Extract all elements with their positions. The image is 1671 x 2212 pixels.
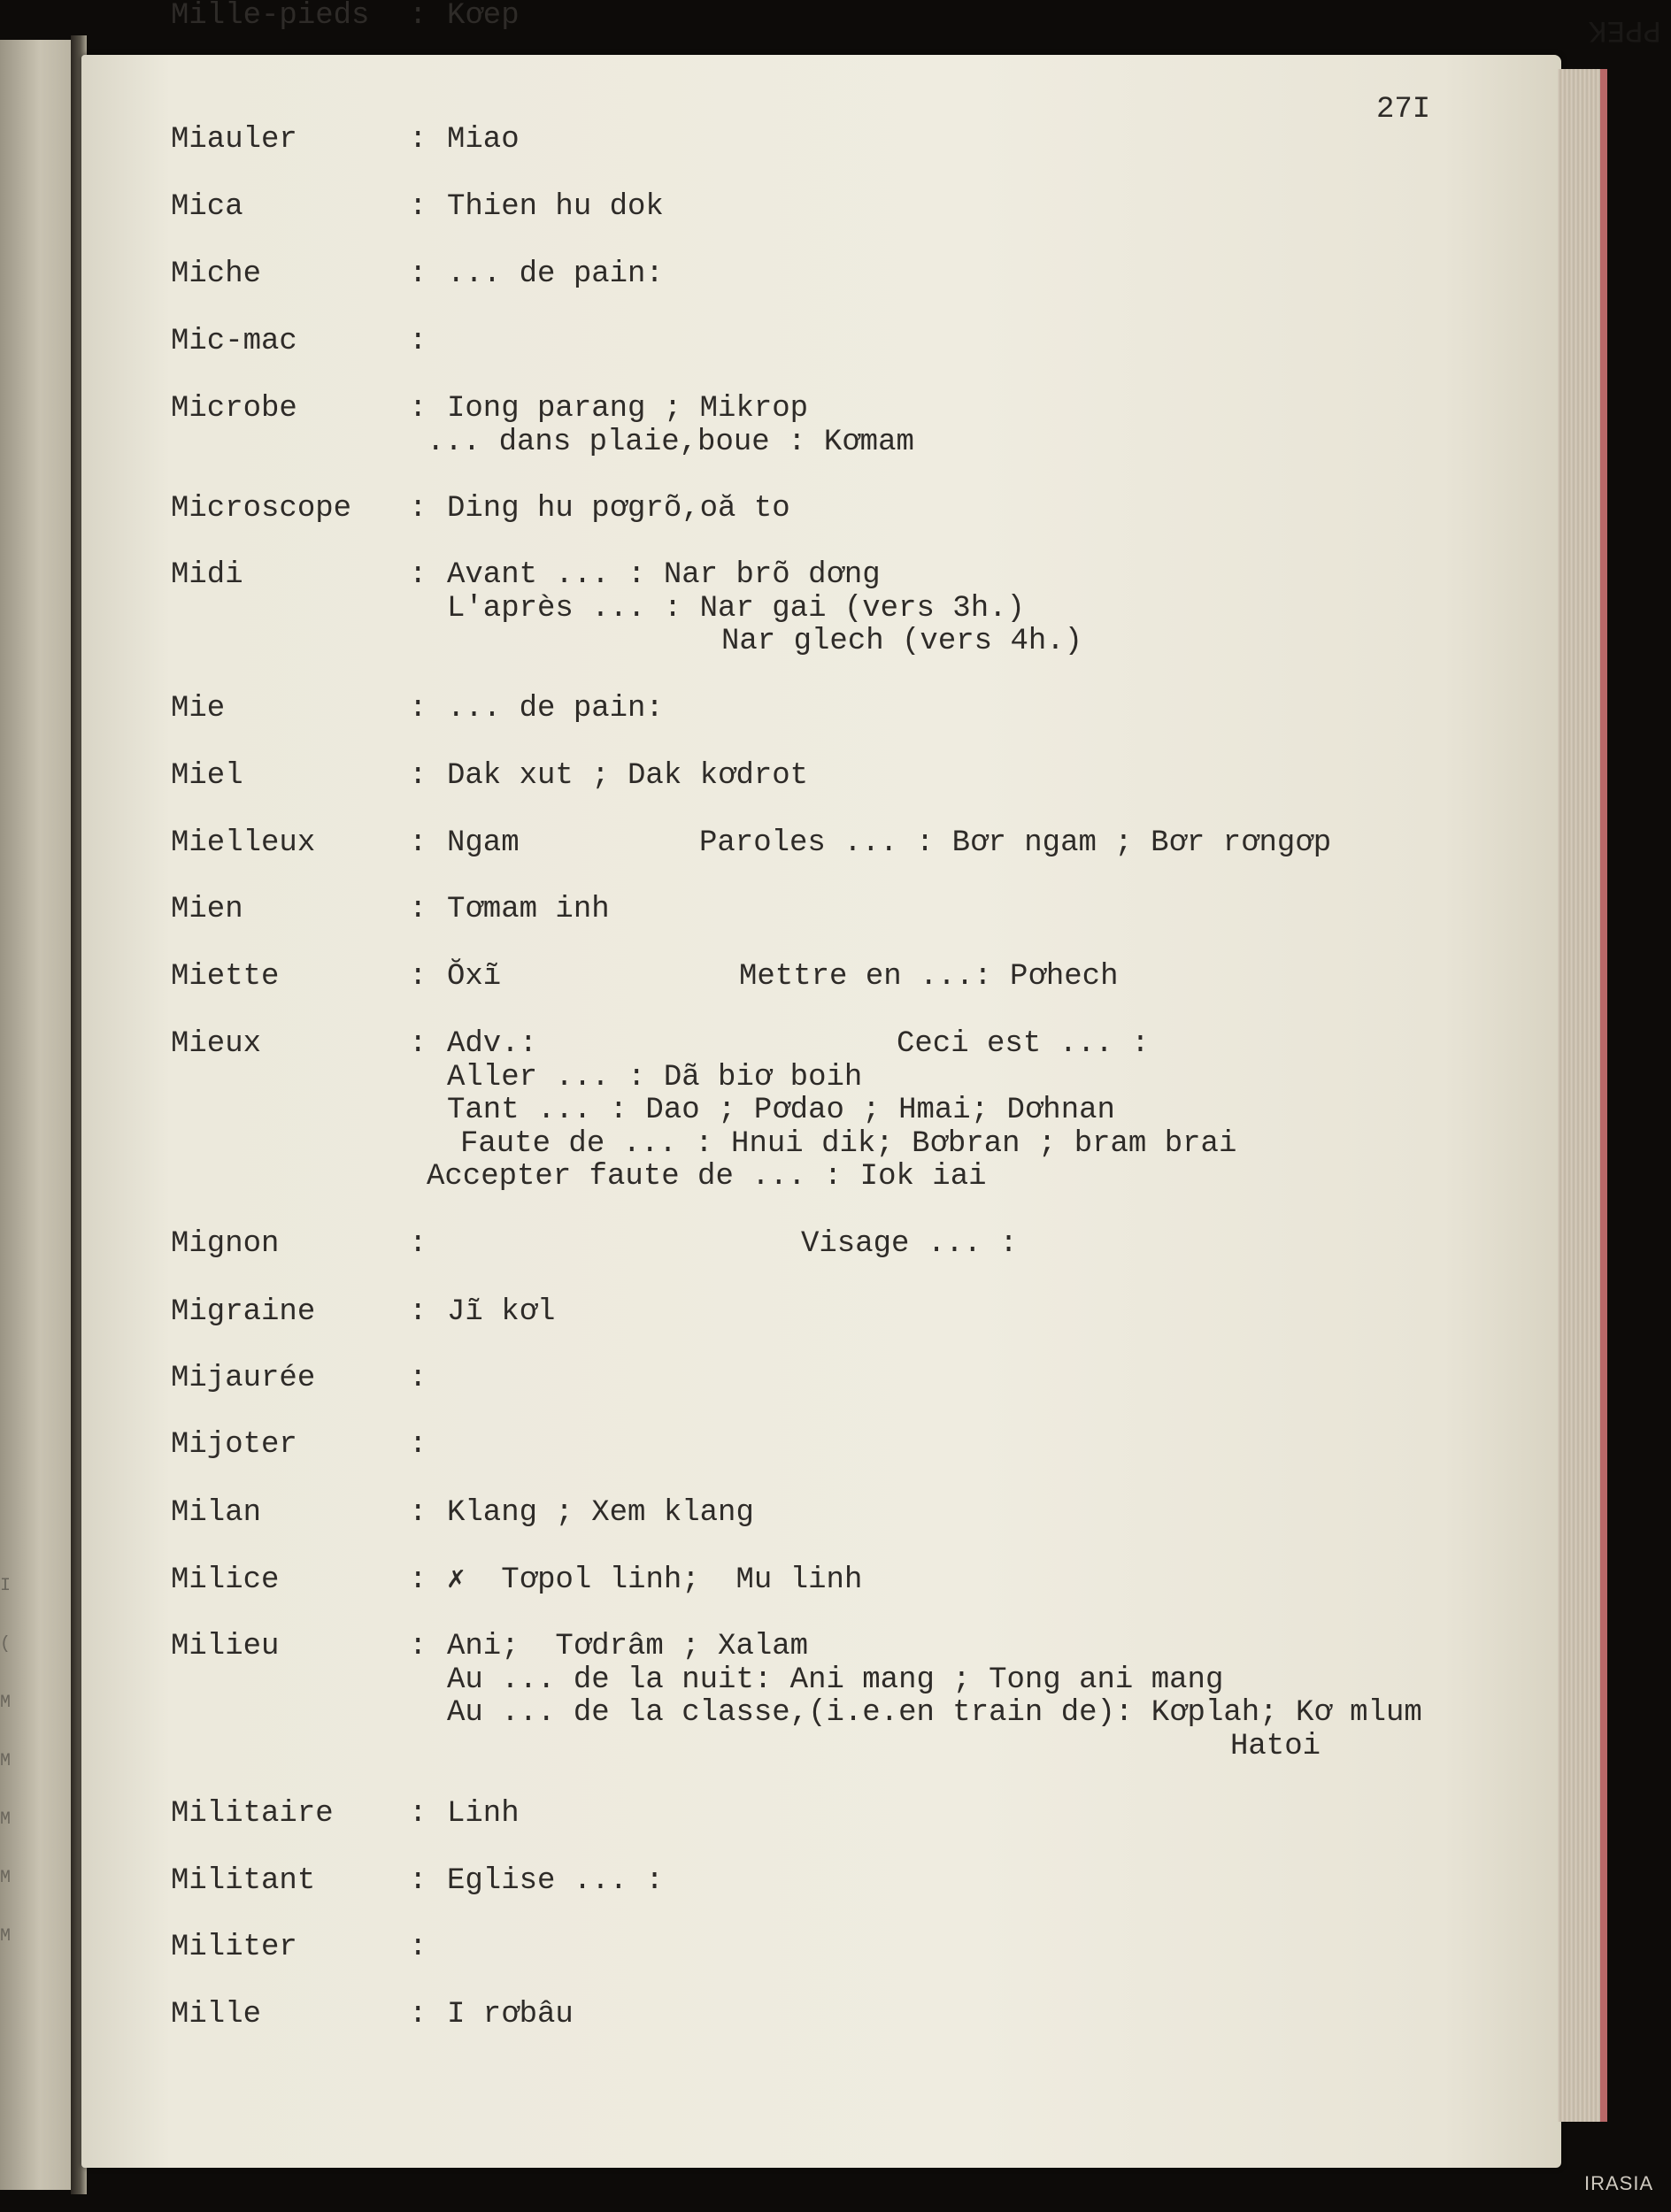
entry-translation-line: Visage ... : [801, 1227, 1018, 1261]
entry-separator: : [409, 1864, 427, 1898]
entry-translation-line: Ngam [447, 826, 520, 860]
entry-headword: Midi [171, 558, 243, 592]
entry-headword: Mieux [171, 1027, 262, 1061]
entry-separator: : [409, 1998, 427, 2032]
entry-headword: Miauler [171, 123, 297, 157]
entry-separator: : [409, 1563, 427, 1597]
entry-separator: : [409, 1295, 427, 1329]
entry-headword: Mic-mac [171, 325, 297, 358]
entry-translation-line: ... dans plaie,boue : Kơmam [427, 426, 914, 459]
entry-headword: Mijaurée [171, 1362, 316, 1395]
entry-translation-line: Paroles ... : Bơr ngam ; Bơr rơngơp [699, 826, 1332, 860]
entry-separator: : [409, 1797, 427, 1831]
entry-separator: : [409, 1931, 427, 1964]
entry-translation-line: Jĩ kơl [447, 1295, 556, 1329]
entry-separator: : [409, 1027, 427, 1061]
entry-translation-line: Tơmam inh [447, 893, 610, 926]
entry-headword: Miette [171, 960, 280, 994]
entry-separator: : [409, 960, 427, 994]
watermark: IRASIA [1584, 2172, 1654, 2194]
entry-translation-line: Ding hu pơgrõ,oă to [447, 492, 790, 526]
left-mark: I [0, 1576, 12, 1596]
entry-separator: : [409, 492, 427, 526]
entry-translation-line: Ŏxĩ [447, 960, 502, 994]
entry-separator: : [409, 190, 427, 224]
entry-headword: Microbe [171, 392, 297, 426]
entry-separator: : [409, 1630, 427, 1663]
entry-separator: : [409, 558, 427, 592]
entry-separator: : [409, 1362, 427, 1395]
entry-translation-line: Kơep [447, 0, 520, 33]
entry-translation-line: I rơbâu [447, 1998, 574, 2032]
entry-translation-line: Thien hu dok [447, 190, 664, 224]
entry-separator: : [409, 0, 427, 33]
entry-headword: Mielleux [171, 826, 316, 860]
page-number: 27I [1376, 93, 1431, 127]
left-mark: M [0, 1809, 12, 1830]
entry-headword: Mignon [171, 1227, 280, 1261]
entry-separator: : [409, 826, 427, 860]
page-block-edge [1558, 69, 1607, 2122]
entry-separator: : [409, 1227, 427, 1261]
entry-headword: Miche [171, 257, 262, 291]
entry-headword: Milan [171, 1496, 262, 1530]
entry-headword: Mille-pieds [171, 0, 370, 33]
left-mark: M [0, 1926, 12, 1947]
entry-translation-line: ... de pain: [447, 692, 664, 726]
entry-headword: Mijoter [171, 1428, 297, 1462]
entry-translation-line: Nar glech (vers 4h.) [721, 625, 1083, 658]
corner-pencil-mark: PPEK [1589, 12, 1661, 46]
entry-headword: Militant [171, 1864, 316, 1898]
left-mark: M [0, 1693, 12, 1713]
left-mark: M [0, 1751, 12, 1771]
entry-translation-line: Aller ... : Dã biơ boih [447, 1061, 863, 1094]
entry-separator: : [409, 325, 427, 358]
entry-translation-line: Ceci est ... : [897, 1027, 1150, 1061]
entry-headword: Mien [171, 893, 243, 926]
entry-translation-line: Faute de ... : Hnui dik; Bơbran ; bram brai [460, 1127, 1237, 1161]
entry-separator: : [409, 893, 427, 926]
entry-headword: Militer [171, 1931, 297, 1964]
entry-translation-line: Tant ... : Dao ; Pơdao ; Hmai; Dơhnan [447, 1094, 1115, 1127]
entry-headword: Migraine [171, 1295, 316, 1329]
entry-headword: Microscope [171, 492, 352, 526]
entry-headword: Mille [171, 1998, 262, 2032]
entry-translation-line: Ani; Tơdrâm ; Xalam [447, 1630, 809, 1663]
entry-translation-line: Eglise ... : [447, 1864, 664, 1898]
entry-separator: : [409, 257, 427, 291]
entry-translation-line: L'après ... : Nar gai (vers 3h.) [447, 592, 1025, 626]
entry-separator: : [409, 123, 427, 157]
entry-translation-line: Dak xut ; Dak kơdrot [447, 759, 809, 793]
entry-headword: Mie [171, 692, 226, 726]
entry-headword: Milieu [171, 1630, 280, 1663]
entry-translation-line: Mettre en ...: Pơhech [739, 960, 1119, 994]
entry-translation-line: Hatoi [1230, 1730, 1321, 1763]
entry-translation-line: Accepter faute de ... : Iok iai [427, 1160, 987, 1194]
entry-translation-line: Iong parang ; Mikrop [447, 392, 809, 426]
entry-headword: Milice [171, 1563, 280, 1597]
entry-separator: : [409, 392, 427, 426]
entry-translation-line: ✗ Tơpol linh; Mu linh [447, 1563, 863, 1597]
entry-translation-line: Au ... de la classe,(i.e.en train de): Kơplah; Kơ mlum [447, 1696, 1422, 1730]
entry-headword: Miel [171, 759, 243, 793]
entry-translation-line: Klang ; Xem klang [447, 1496, 754, 1530]
left-mark: M [0, 1868, 12, 1888]
entry-separator: : [409, 1496, 427, 1530]
left-page-marks [0, 1557, 19, 1966]
entry-translation-line: Avant ... : Nar brõ dơng [447, 558, 881, 592]
entry-translation-line: ... de pain: [447, 257, 664, 291]
entry-translation-line: Miao [447, 123, 520, 157]
entry-separator: : [409, 759, 427, 793]
left-mark: ( [0, 1634, 12, 1655]
entry-translation-line: Adv.: [447, 1027, 538, 1061]
entry-separator: : [409, 1428, 427, 1462]
entry-translation-line: Au ... de la nuit: Ani mang ; Tong ani mang [447, 1663, 1224, 1697]
entry-separator: : [409, 692, 427, 726]
entry-translation-line: Linh [447, 1797, 520, 1831]
entry-headword: Militaire [171, 1797, 334, 1831]
entry-headword: Mica [171, 190, 243, 224]
